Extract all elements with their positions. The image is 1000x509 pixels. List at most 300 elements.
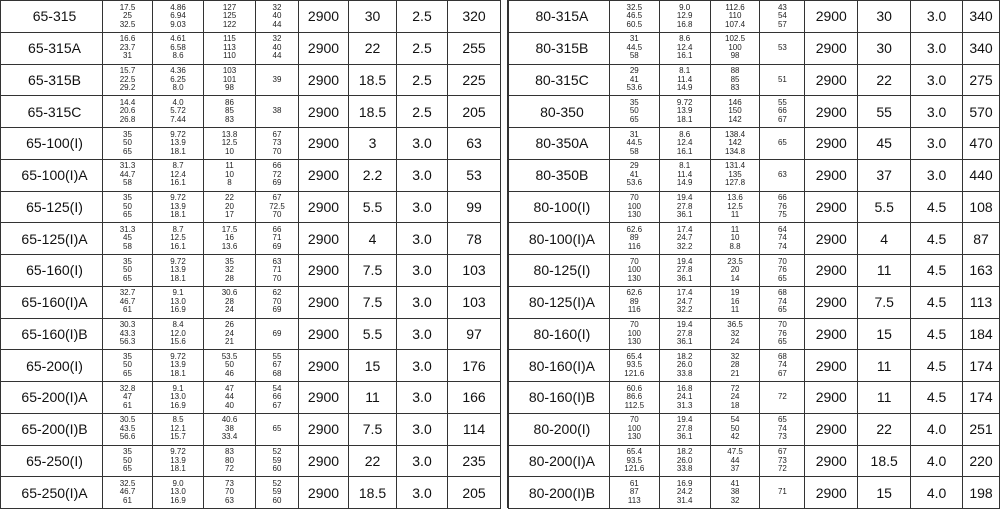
capacity-value: 16.8 <box>676 383 693 393</box>
eff-value: 70 <box>272 210 282 220</box>
cell-head <box>204 382 256 414</box>
flow-value: 41 <box>629 169 639 179</box>
cell-capacity <box>153 96 204 128</box>
cell-weight: 205 <box>448 477 501 509</box>
cell-capacity <box>153 477 204 509</box>
cell-head <box>710 96 760 128</box>
flow-value: 31.3 <box>119 161 136 171</box>
eff-value: 59 <box>272 487 282 497</box>
spec-table-right <box>508 0 1000 509</box>
cell-flow <box>103 255 153 287</box>
flow-value: 35 <box>123 351 132 361</box>
cell-model: 80-350 <box>509 96 610 128</box>
head-value: 112.6 <box>725 2 745 12</box>
head-value: 10 <box>730 233 740 243</box>
cell-model: 80-315A <box>509 1 610 33</box>
flow-value: 43.3 <box>119 328 136 338</box>
eff-value: 65 <box>777 273 787 283</box>
head-value: 11 <box>730 210 740 220</box>
cell-speed: 2900 <box>805 350 858 382</box>
flow-value: 32.5 <box>119 478 136 488</box>
capacity-value: 9.72 <box>676 97 693 107</box>
eff-value: 64 <box>777 224 787 234</box>
head-value: 32 <box>225 265 234 275</box>
flow-value: 43.5 <box>119 423 136 433</box>
flow-value: 53.6 <box>626 178 643 188</box>
head-value: 83 <box>225 114 234 124</box>
head-value: 28 <box>225 296 234 306</box>
eff-value: 74 <box>777 233 787 243</box>
eff-value: 67 <box>777 447 787 457</box>
cell-capacity <box>659 255 710 287</box>
cell-capacity <box>153 286 204 318</box>
flow-value: 86.6 <box>626 392 643 402</box>
cell-power: 22 <box>858 413 911 445</box>
flow-value: 25 <box>123 11 132 21</box>
flow-value: 130 <box>627 273 641 283</box>
cell-model: 80-315B <box>509 32 610 64</box>
flow-value: 53.6 <box>626 83 643 93</box>
table-row <box>1 223 501 255</box>
cell-speed: 2900 <box>805 191 858 223</box>
eff-value: 44 <box>272 19 282 29</box>
cell-eff <box>760 477 805 509</box>
eff-value: 70 <box>272 273 282 283</box>
eff-value: 57 <box>777 19 787 29</box>
capacity-value: 4.86 <box>170 2 186 12</box>
eff-value: 51 <box>777 74 787 84</box>
eff-value: 71 <box>777 487 787 497</box>
cell-capacity <box>659 159 710 191</box>
cell-head <box>710 32 760 64</box>
flow-value: 32.7 <box>119 288 136 298</box>
flow-value: 116 <box>627 305 641 315</box>
eff-value: 74 <box>777 360 787 370</box>
cell-head <box>710 477 760 509</box>
flow-value: 29.2 <box>119 83 136 93</box>
cell-flow <box>609 413 659 445</box>
flow-value: 121.6 <box>624 464 645 474</box>
cell-capacity <box>153 1 204 33</box>
cell-flow <box>609 159 659 191</box>
eff-value: 70 <box>272 296 282 306</box>
cell-flow <box>103 159 153 191</box>
flow-value: 23.7 <box>119 42 136 52</box>
eff-value: 53 <box>777 42 787 52</box>
capacity-value: 36.1 <box>676 337 693 347</box>
eff-value: 62 <box>272 288 282 298</box>
capacity-value: 27.8 <box>676 423 693 433</box>
cell-weight: 340 <box>962 32 999 64</box>
cell-eff <box>760 64 805 96</box>
cell-npsh: 3.0 <box>397 286 448 318</box>
cell-power: 5.5 <box>349 318 397 350</box>
cell-power: 5.5 <box>858 191 911 223</box>
cell-npsh: 4.5 <box>911 350 963 382</box>
cell-eff <box>256 96 299 128</box>
cell-head <box>204 445 256 477</box>
cell-speed: 2900 <box>805 159 858 191</box>
capacity-value: 16.1 <box>170 241 186 251</box>
capacity-value: 8.1 <box>679 161 691 171</box>
cell-head <box>710 318 760 350</box>
flow-value: 56.6 <box>119 432 136 442</box>
capacity-value: 19.4 <box>676 193 693 203</box>
cell-npsh: 4.5 <box>911 191 963 223</box>
cell-npsh: 3.0 <box>911 128 963 160</box>
cell-speed: 2900 <box>299 32 349 64</box>
cell-flow <box>609 286 659 318</box>
flow-value: 61 <box>629 478 639 488</box>
cell-flow <box>103 413 153 445</box>
head-value: 13.8 <box>221 129 238 139</box>
cell-power: 30 <box>858 32 911 64</box>
cell-model: 65-200(I)A <box>1 382 103 414</box>
flow-value: 65 <box>123 273 132 283</box>
cell-weight: 275 <box>962 64 999 96</box>
cell-weight: 184 <box>962 318 999 350</box>
flow-value: 31 <box>629 34 639 44</box>
cell-model: 80-200(I) <box>509 413 610 445</box>
cell-head <box>204 128 256 160</box>
cell-head <box>710 159 760 191</box>
cell-eff <box>256 255 299 287</box>
cell-model: 80-315C <box>509 64 610 96</box>
capacity-value: 9.03 <box>170 19 186 29</box>
capacity-value: 12.4 <box>170 169 186 179</box>
capacity-value: 16.1 <box>170 178 186 188</box>
flow-value: 58 <box>629 51 639 61</box>
flow-value: 45 <box>123 233 132 243</box>
cell-eff <box>760 128 805 160</box>
table-row <box>1 128 501 160</box>
eff-value: 32 <box>272 34 282 44</box>
eff-value: 68 <box>777 351 787 361</box>
capacity-value: 24.7 <box>676 296 693 306</box>
flow-value: 65 <box>123 210 132 220</box>
head-value: 26 <box>225 320 234 330</box>
table-row <box>1 191 501 223</box>
flow-value: 46.5 <box>626 11 643 21</box>
flow-value: 35 <box>123 256 132 266</box>
cell-weight: 225 <box>448 64 501 96</box>
cell-weight: 113 <box>962 286 999 318</box>
head-value: 10 <box>225 146 234 156</box>
cell-speed: 2900 <box>805 413 858 445</box>
cell-eff <box>760 32 805 64</box>
flow-value: 16.6 <box>119 34 136 44</box>
flow-value: 26.8 <box>119 114 136 124</box>
cell-npsh: 4.0 <box>911 477 963 509</box>
cell-head <box>204 159 256 191</box>
cell-speed: 2900 <box>805 445 858 477</box>
cell-speed: 2900 <box>805 318 858 350</box>
table-row <box>1 413 501 445</box>
flow-value: 35 <box>123 447 132 457</box>
table-row <box>509 64 1000 96</box>
cell-power: 15 <box>858 477 911 509</box>
eff-value: 69 <box>272 328 282 338</box>
cell-weight: 320 <box>448 1 501 33</box>
flow-value: 100 <box>627 423 641 433</box>
head-value: 73 <box>225 478 234 488</box>
cell-eff <box>760 382 805 414</box>
flow-value: 44.5 <box>626 42 643 52</box>
capacity-value: 13.0 <box>170 296 186 306</box>
head-value: 11 <box>225 161 234 171</box>
capacity-value: 13.9 <box>170 360 186 370</box>
capacity-value: 31.3 <box>676 400 693 410</box>
cell-speed: 2900 <box>299 477 349 509</box>
cell-eff <box>760 159 805 191</box>
head-value: 47.5 <box>727 447 743 457</box>
cell-weight: 103 <box>448 255 501 287</box>
cell-model: 80-160(I) <box>509 318 610 350</box>
cell-power: 11 <box>858 382 911 414</box>
cell-model: 80-350A <box>509 128 610 160</box>
cell-capacity <box>153 191 204 223</box>
cell-eff <box>256 223 299 255</box>
capacity-value: 8.4 <box>172 320 184 330</box>
table-row <box>1 255 501 287</box>
capacity-value: 9.0 <box>172 478 184 488</box>
flow-value: 35 <box>123 129 132 139</box>
cell-npsh: 2.5 <box>397 64 448 96</box>
cell-capacity <box>153 318 204 350</box>
head-value: 16 <box>225 233 234 243</box>
cell-power: 22 <box>349 32 397 64</box>
cell-eff <box>760 96 805 128</box>
eff-value: 68 <box>272 368 282 378</box>
cell-npsh: 3.0 <box>397 382 448 414</box>
capacity-value: 16.9 <box>170 495 186 505</box>
cell-speed: 2900 <box>805 477 858 509</box>
cell-head <box>710 128 760 160</box>
head-value: 14 <box>730 273 740 283</box>
flow-value: 22.5 <box>119 74 136 84</box>
head-value: 85 <box>730 74 740 84</box>
capacity-value: 16.8 <box>676 19 693 29</box>
head-value: 127 <box>222 2 237 12</box>
cell-power: 22 <box>349 445 397 477</box>
head-value: 85 <box>225 106 234 116</box>
cell-flow <box>609 255 659 287</box>
head-value: 28 <box>225 273 234 283</box>
capacity-value: 24.2 <box>676 487 693 497</box>
eff-value: 76 <box>777 328 787 338</box>
cell-capacity <box>659 382 710 414</box>
cell-speed: 2900 <box>299 413 349 445</box>
head-value: 12.5 <box>727 201 743 211</box>
table-row <box>1 159 501 191</box>
flow-value: 50 <box>123 138 132 148</box>
flow-value: 31 <box>123 51 132 61</box>
capacity-value: 19.4 <box>676 415 693 425</box>
capacity-value: 6.94 <box>170 11 186 21</box>
head-value: 101 <box>222 74 237 84</box>
head-value: 53.5 <box>221 351 238 361</box>
capacity-value: 9.1 <box>172 383 184 393</box>
cell-head <box>204 477 256 509</box>
eff-value: 55 <box>272 351 282 361</box>
cell-npsh: 3.0 <box>397 477 448 509</box>
flow-value: 93.5 <box>626 455 643 465</box>
cell-power: 55 <box>858 96 911 128</box>
cell-model: 65-250(I)A <box>1 477 103 509</box>
flow-value: 130 <box>627 210 641 220</box>
cell-model: 80-125(I)A <box>509 286 610 318</box>
flow-value: 50 <box>123 455 132 465</box>
cell-npsh: 3.0 <box>397 318 448 350</box>
head-value: 138.4 <box>725 129 746 139</box>
eff-value: 75 <box>777 210 787 220</box>
cell-capacity <box>153 32 204 64</box>
eff-value: 54 <box>777 11 787 21</box>
head-value: 24 <box>225 305 234 315</box>
cell-head <box>710 413 760 445</box>
cell-capacity <box>659 191 710 223</box>
cell-power: 4 <box>858 223 911 255</box>
capacity-value: 9.72 <box>170 447 186 457</box>
cell-capacity <box>153 64 204 96</box>
cell-capacity <box>659 286 710 318</box>
capacity-value: 13.0 <box>170 487 186 497</box>
capacity-value: 16.9 <box>170 305 186 315</box>
cell-model: 80-100(I)A <box>509 223 610 255</box>
head-value: 32 <box>730 328 740 338</box>
cell-model: 65-100(I)A <box>1 159 103 191</box>
flow-value: 61 <box>123 400 132 410</box>
cell-speed: 2900 <box>805 1 858 33</box>
head-value: 134.8 <box>725 146 746 156</box>
capacity-value: 17.4 <box>676 288 693 298</box>
cell-eff <box>760 445 805 477</box>
eff-value: 65 <box>777 415 787 425</box>
cell-flow <box>609 96 659 128</box>
head-value: 32 <box>730 351 740 361</box>
head-value: 24 <box>730 392 740 402</box>
table-row <box>509 159 1000 191</box>
capacity-value: 15.6 <box>170 337 186 347</box>
head-value: 50 <box>225 360 234 370</box>
cell-weight: 163 <box>962 255 999 287</box>
capacity-value: 8.6 <box>679 129 691 139</box>
cell-power: 5.5 <box>349 191 397 223</box>
capacity-value: 13.0 <box>170 392 186 402</box>
cell-eff <box>760 255 805 287</box>
head-value: 17 <box>225 210 234 220</box>
cell-eff <box>760 191 805 223</box>
cell-head <box>204 191 256 223</box>
cell-eff <box>760 350 805 382</box>
flow-value: 50 <box>123 201 132 211</box>
head-value: 100 <box>728 42 742 52</box>
flow-value: 32.5 <box>626 2 643 12</box>
cell-npsh: 4.5 <box>911 255 963 287</box>
cell-power: 11 <box>858 255 911 287</box>
capacity-value: 8.7 <box>172 224 184 234</box>
flow-value: 61 <box>123 305 132 315</box>
cell-head <box>204 255 256 287</box>
cell-eff <box>760 318 805 350</box>
flow-value: 100 <box>627 265 641 275</box>
cell-weight: 174 <box>962 382 999 414</box>
cell-flow <box>609 128 659 160</box>
cell-model: 65-315B <box>1 64 103 96</box>
capacity-value: 27.8 <box>676 201 693 211</box>
flow-value: 50 <box>123 265 132 275</box>
cell-eff <box>760 223 805 255</box>
cell-weight: 87 <box>962 223 999 255</box>
capacity-value: 18.1 <box>170 146 186 156</box>
eff-value: 66 <box>777 193 787 203</box>
head-value: 13.6 <box>221 241 238 251</box>
cell-speed: 2900 <box>805 32 858 64</box>
flow-value: 20.6 <box>119 106 136 116</box>
capacity-value: 18.1 <box>170 210 186 220</box>
flow-value: 93.5 <box>626 360 643 370</box>
eff-value: 69 <box>272 178 282 188</box>
head-value: 8.8 <box>729 241 741 251</box>
cell-power: 4 <box>349 223 397 255</box>
head-value: 113 <box>223 42 236 52</box>
flow-value: 14.4 <box>119 97 136 107</box>
flow-value: 46.7 <box>119 487 136 497</box>
cell-weight: 251 <box>962 413 999 445</box>
cell-eff <box>256 191 299 223</box>
capacity-value: 24.1 <box>676 392 693 402</box>
cell-head <box>204 413 256 445</box>
eff-value: 74 <box>777 423 787 433</box>
cell-model: 65-125(I)A <box>1 223 103 255</box>
head-value: 11 <box>730 224 740 234</box>
cell-eff <box>256 477 299 509</box>
flow-value: 65.4 <box>626 447 643 457</box>
head-value: 10 <box>225 169 234 179</box>
head-value: 8 <box>227 178 232 188</box>
cell-power: 11 <box>349 382 397 414</box>
eff-value: 71 <box>272 265 282 275</box>
eff-value: 67 <box>272 400 282 410</box>
head-value: 110 <box>728 11 742 21</box>
table-row <box>509 32 1000 64</box>
head-value: 98 <box>225 83 234 93</box>
cell-model: 80-200(I)B <box>509 477 610 509</box>
head-value: 42 <box>730 432 740 442</box>
cell-flow <box>609 64 659 96</box>
table-row <box>509 318 1000 350</box>
head-value: 40.6 <box>221 415 238 425</box>
cell-model: 80-160(I)A <box>509 350 610 382</box>
eff-value: 73 <box>777 455 787 465</box>
head-value: 16 <box>730 296 740 306</box>
head-value: 41 <box>730 478 740 488</box>
cell-speed: 2900 <box>299 223 349 255</box>
eff-value: 66 <box>272 161 282 171</box>
cell-capacity <box>153 445 204 477</box>
eff-value: 52 <box>272 447 282 457</box>
cell-eff <box>256 1 299 33</box>
cell-capacity <box>659 64 710 96</box>
head-value: 146 <box>728 97 742 107</box>
cell-flow <box>609 1 659 33</box>
capacity-value: 12.9 <box>676 11 693 21</box>
head-value: 28 <box>730 360 740 370</box>
cell-capacity <box>153 159 204 191</box>
cell-npsh: 4.0 <box>911 413 963 445</box>
cell-npsh: 3.0 <box>397 413 448 445</box>
flow-value: 44.5 <box>626 138 643 148</box>
